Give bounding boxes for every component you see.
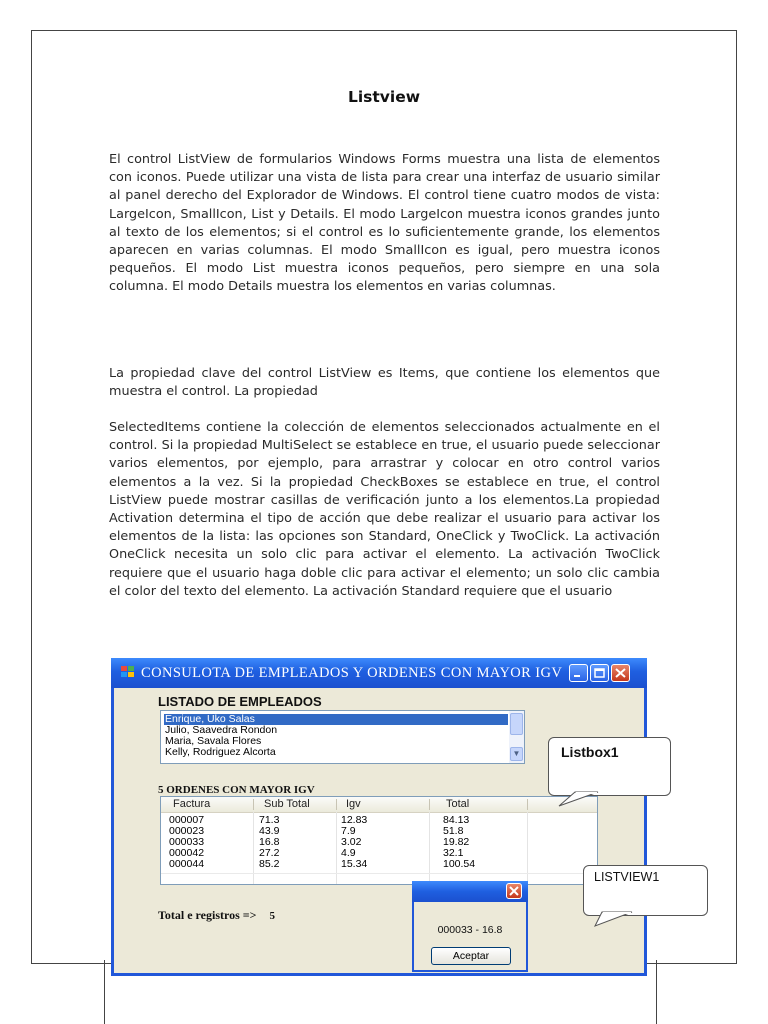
cell-igv: 15.34 xyxy=(341,858,368,870)
callout-listview-text: LISTVIEW1 xyxy=(594,870,660,884)
close-icon xyxy=(615,668,626,678)
minimize-icon xyxy=(573,668,584,678)
cell-factura: 000023 xyxy=(169,825,205,837)
column-header-total[interactable]: Total xyxy=(446,798,470,810)
close-icon xyxy=(509,886,519,896)
callout-listbox-text: Listbox1 xyxy=(561,744,619,760)
total-records-text: Total e registros => xyxy=(158,908,257,922)
callout-listview xyxy=(583,865,708,916)
listbox-item[interactable]: Maria, Savala Flores xyxy=(165,735,262,747)
listbox-item[interactable]: Enrique, Uko Salas xyxy=(164,714,508,725)
maximize-icon xyxy=(594,668,605,678)
message-box-titlebar[interactable] xyxy=(412,881,528,902)
cell-igv: 7.9 xyxy=(341,825,356,837)
listbox-item[interactable]: Kelly, Rodriguez Alcorta xyxy=(165,746,276,758)
document-title: Listview xyxy=(347,88,421,106)
cell-igv: 3.02 xyxy=(341,836,362,848)
cell-total: 51.8 xyxy=(443,825,464,837)
cell-subtotal: 27.2 xyxy=(259,847,280,859)
cell-total: 32.1 xyxy=(443,847,464,859)
column-divider[interactable] xyxy=(336,799,337,810)
paragraph-1: El control ListView de formularios Windows Forms muestra una lista de elementos con iconos. Puede utilizar una vista de lista para crear una interfaz de usuario similar al panel derecho del Explorador de Windows. El control tiene cuatro modos de vista: LargeIcon, SmallIcon, List y Details. El modo LargeIcon muestra iconos grandes junto al texto de los elementos; si el control es lo suficientemente grande, los elementos aparecen en varias columnas. El modo SmallIcon es igual, pero muestra iconos pequeños. El modo List muestra iconos pequeños, pero siempre en una sola columna. El modo Details muestra los elementos en varias columnas. xyxy=(109,152,660,295)
total-records-value: 5 xyxy=(269,910,275,922)
cell-igv: 4.9 xyxy=(341,847,356,859)
listbox-item[interactable]: Julio, Saavedra Rondon xyxy=(165,724,278,736)
cell-subtotal: 71.3 xyxy=(259,814,280,826)
message-box xyxy=(412,881,528,972)
grid-line xyxy=(161,873,597,874)
scrollbar-thumb[interactable] xyxy=(510,713,523,735)
total-records-label xyxy=(158,908,275,923)
app-icon xyxy=(121,666,134,677)
message-text: 000033 - 16.8 xyxy=(437,924,503,936)
scroll-down-icon[interactable]: ▼ xyxy=(510,747,523,761)
column-header-factura[interactable]: Factura xyxy=(173,798,211,810)
cell-factura: 000044 xyxy=(169,858,205,870)
cell-factura: 000042 xyxy=(169,847,205,859)
cell-subtotal: 43.9 xyxy=(259,825,280,837)
maximize-button[interactable] xyxy=(590,664,609,682)
cell-igv: 12.83 xyxy=(341,814,368,826)
paragraph-2: La propiedad clave del control ListView es Items, que contiene los elementos que muestra el control. La propiedad xyxy=(109,366,660,400)
cell-subtotal: 85.2 xyxy=(259,858,280,870)
column-header-igv[interactable]: Igv xyxy=(346,798,361,810)
message-close-button[interactable] xyxy=(506,883,522,899)
column-divider[interactable] xyxy=(429,799,430,810)
cell-subtotal: 16.8 xyxy=(259,836,280,848)
cell-factura: 000033 xyxy=(169,836,205,848)
employees-label: LISTADO DE EMPLEADOS xyxy=(158,694,322,709)
paragraph-3: SelectedItems contiene la colección de elementos seleccionados actualmente en el control. Si la propiedad MultiSelect se establece en true, el usuario puede seleccionar varios elementos, por ejemplo, para arrastrar y colocar en otro control varios elementos a la vez. Si la propiedad CheckBoxes se establece en true, el control ListView puede mostrar casillas de verificación junto a los elementos.La propiedad Activation determina el tipo de acción que debe realizar el usuario para activar los elementos de la lista: las opciones son Standard, OneClick y TwoClick. La activación OneClick necesita un solo clic para activar el elemento. La activación TwoClick requiere que el usuario haga doble clic para activar el elemento; un solo clic cambia el color del texto del elemento. La activación Standard requiere que el usuario xyxy=(109,420,660,599)
column-divider[interactable] xyxy=(527,799,528,810)
cell-total: 84.13 xyxy=(443,814,470,826)
orders-label: 5 ORDENES CON MAYOR IGV xyxy=(158,784,315,796)
listbox-scrollbar[interactable] xyxy=(509,711,524,763)
column-header-subtotal[interactable]: Sub Total xyxy=(264,798,310,810)
orders-listview[interactable] xyxy=(160,796,598,885)
app-window xyxy=(111,658,647,976)
table-row[interactable] xyxy=(161,858,597,868)
window-titlebar[interactable] xyxy=(111,658,647,688)
cell-total: 100.54 xyxy=(443,858,476,870)
cell-factura: 000007 xyxy=(169,814,205,826)
table-row[interactable] xyxy=(161,825,597,835)
column-divider[interactable] xyxy=(253,799,254,810)
listview-header xyxy=(161,797,597,813)
accept-button[interactable]: Aceptar xyxy=(431,947,511,965)
cell-total: 19.82 xyxy=(443,836,470,848)
employees-listbox[interactable] xyxy=(160,710,525,764)
table-row[interactable] xyxy=(161,847,597,857)
window-title: CONSULOTA DE EMPLEADOS Y ORDENES CON MAYOR IGV xyxy=(141,665,563,681)
table-row[interactable] xyxy=(161,836,597,846)
table-row[interactable] xyxy=(161,814,597,824)
close-button[interactable] xyxy=(611,664,630,682)
callout-listbox xyxy=(548,737,671,796)
minimize-button[interactable] xyxy=(569,664,588,682)
